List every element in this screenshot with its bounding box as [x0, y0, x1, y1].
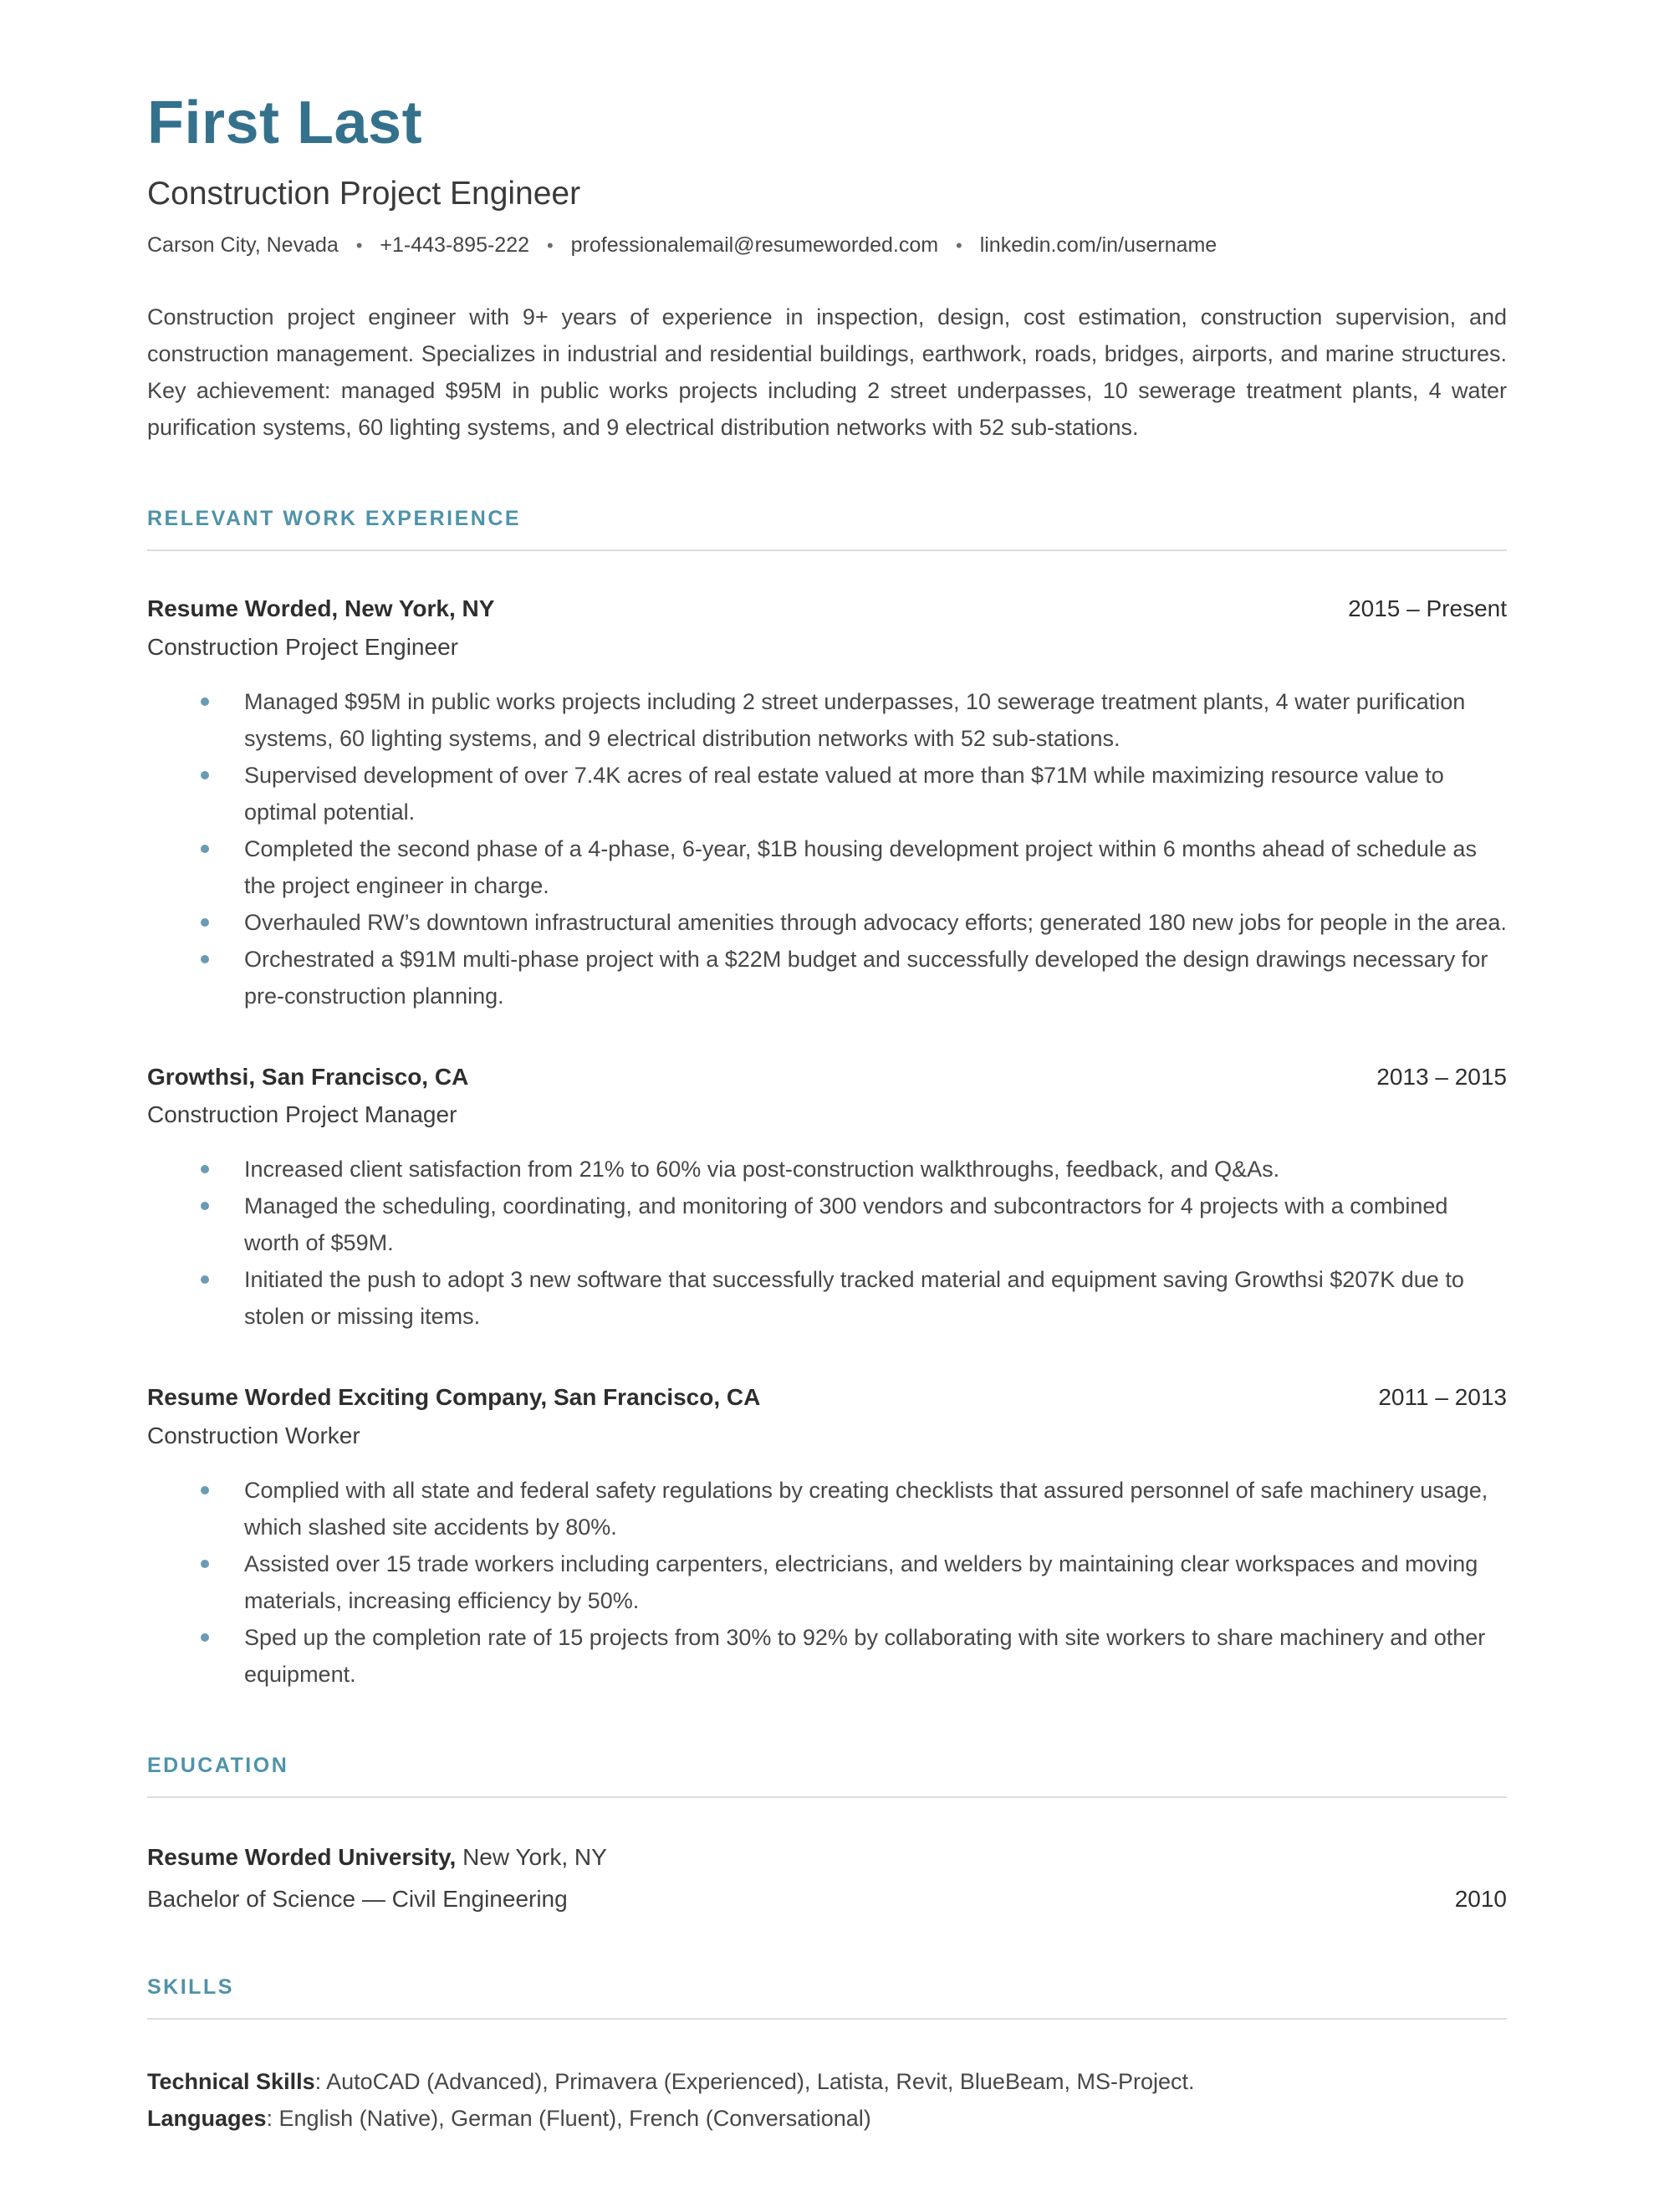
skill-row: [147, 2100, 1507, 2137]
bullet-item: Complied with all state and federal safety regulations by creating checklists that assured personnel of safe machinery usage, which slashed site accidents by 80%.: [147, 1472, 1507, 1545]
job-header: [147, 593, 1507, 625]
candidate-title: Construction Project Engineer: [147, 176, 581, 212]
job-bullets: [147, 1151, 1507, 1335]
job-role: Construction Project Engineer: [147, 633, 458, 660]
job-dates: 2011 – 2013: [1378, 1384, 1507, 1411]
section-heading-experience: RELEVANT WORK EXPERIENCE: [147, 506, 522, 530]
education-school: Resume Worded University,: [147, 1843, 457, 1870]
skill-text: : English (Native), German (Fluent), French (Conversational): [266, 2106, 871, 2132]
job-entry: [147, 1382, 1507, 1693]
bullet-item: Overhauled RW’s downtown infrastructural amenities through advocacy efforts; generated 180 new jobs for people in the area.: [147, 904, 1507, 941]
education-school-line: [147, 1842, 1507, 1873]
bullet-item: Assisted over 15 trade workers including carpenters, electricians, and welders by maintaining clear workspaces and moving materials, increasing efficiency by 50%.: [147, 1545, 1507, 1619]
contact-separator: •: [546, 234, 554, 256]
job-company: Resume Worded Exciting Company, San Francisco, CA: [147, 1384, 761, 1411]
section-skills: [147, 1974, 1507, 2137]
section-divider: [147, 2018, 1507, 2020]
section-heading-education: EDUCATION: [147, 1753, 289, 1777]
education-location: New York, NY: [456, 1843, 607, 1870]
education-degree: Bachelor of Science — Civil Engineering: [147, 1885, 568, 1912]
bullet-item: Completed the second phase of a 4-phase, 6-year, $1B housing development project within 6 months ahead of schedule as the project engineer in charge.: [147, 830, 1507, 904]
section-divider: [147, 1796, 1507, 1798]
section-divider: [147, 549, 1507, 551]
resume-header: [147, 90, 1507, 446]
job-header: [147, 1382, 1507, 1413]
contact-email: professionalemail@resumeworded.com: [570, 232, 939, 257]
job-dates: 2015 – Present: [1348, 595, 1507, 621]
section-heading-skills: SKILLS: [147, 1975, 234, 2000]
summary-paragraph: Construction project engineer with 9+ years of experience in inspection, design, cost estimation, construction supervision, and construction management. Specializes in industrial and residential buildings, earthwork, roads, bridges, airports, and marine structures. Key achievement: managed $95M in public works projects including 2 street underpasses, 10 sewerage treatment plants, 4 water purification systems, 60 lighting systems, and 9 electrical distribution networks with 52 sub-stations.: [147, 304, 1507, 440]
job-dates: 2013 – 2015: [1376, 1063, 1507, 1090]
job-role: Construction Project Manager: [147, 1101, 457, 1128]
section-experience: [147, 506, 1507, 1693]
section-education: [147, 1753, 1507, 1915]
job-bullets: [147, 1472, 1507, 1693]
bullet-item: Increased client satisfaction from 21% to 60% via post-construction walkthroughs, feedback, and Q&As.: [147, 1151, 1507, 1188]
job-company: Growthsi, San Francisco, CA: [147, 1063, 469, 1090]
bullet-item: Managed the scheduling, coordinating, and monitoring of 300 vendors and subcontractors for 4 projects with a combined worth of $59M.: [147, 1188, 1507, 1261]
skill-label: Technical Skills: [147, 2069, 315, 2095]
contact-separator: •: [355, 234, 363, 256]
job-header: [147, 1061, 1507, 1093]
contact-phone: +1-443-895-222: [380, 232, 530, 257]
job-company: Resume Worded, New York, NY: [147, 595, 495, 621]
skill-label: Languages: [147, 2106, 267, 2132]
job-role: Construction Worker: [147, 1422, 360, 1448]
job-entry: [147, 1061, 1507, 1336]
contact-linkedin: linkedin.com/in/username: [979, 232, 1218, 257]
bullet-item: Managed $95M in public works projects including 2 street underpasses, 10 sewerage treatment plants, 4 water purification systems, 60 lighting systems, and 9 electrical distribution networks with 52 sub-stations.: [147, 683, 1507, 757]
education-entry: [147, 1842, 1507, 1915]
contact-line: [147, 231, 1507, 260]
job-entry: [147, 593, 1507, 1014]
skills-body: [147, 2063, 1507, 2137]
bullet-item: Sped up the completion rate of 15 projects from 30% to 92% by collaborating with site workers to share machinery and other equipment.: [147, 1619, 1507, 1693]
bullet-item: Supervised development of over 7.4K acres of real estate valued at more than $71M while maximizing resource value to optimal potential.: [147, 757, 1507, 830]
bullet-item: Initiated the push to adopt 3 new software that successfully tracked material and equipment saving Growthsi $207K due to stolen or missing items.: [147, 1261, 1507, 1335]
education-year: 2010: [1454, 1885, 1507, 1912]
education-degree-row: [147, 1883, 1507, 1915]
skill-row: [147, 2063, 1507, 2100]
bullet-item: Orchestrated a $91M multi-phase project with a $22M budget and successfully developed the design drawings necessary for pre-construction planning.: [147, 941, 1507, 1014]
job-bullets: [147, 683, 1507, 1014]
skill-text: : AutoCAD (Advanced), Primavera (Experienced), Latista, Revit, BlueBeam, MS-Project.: [314, 2069, 1195, 2095]
contact-location: Carson City, Nevada: [147, 232, 339, 257]
candidate-name: First Last: [147, 89, 423, 156]
contact-separator: •: [956, 234, 962, 256]
